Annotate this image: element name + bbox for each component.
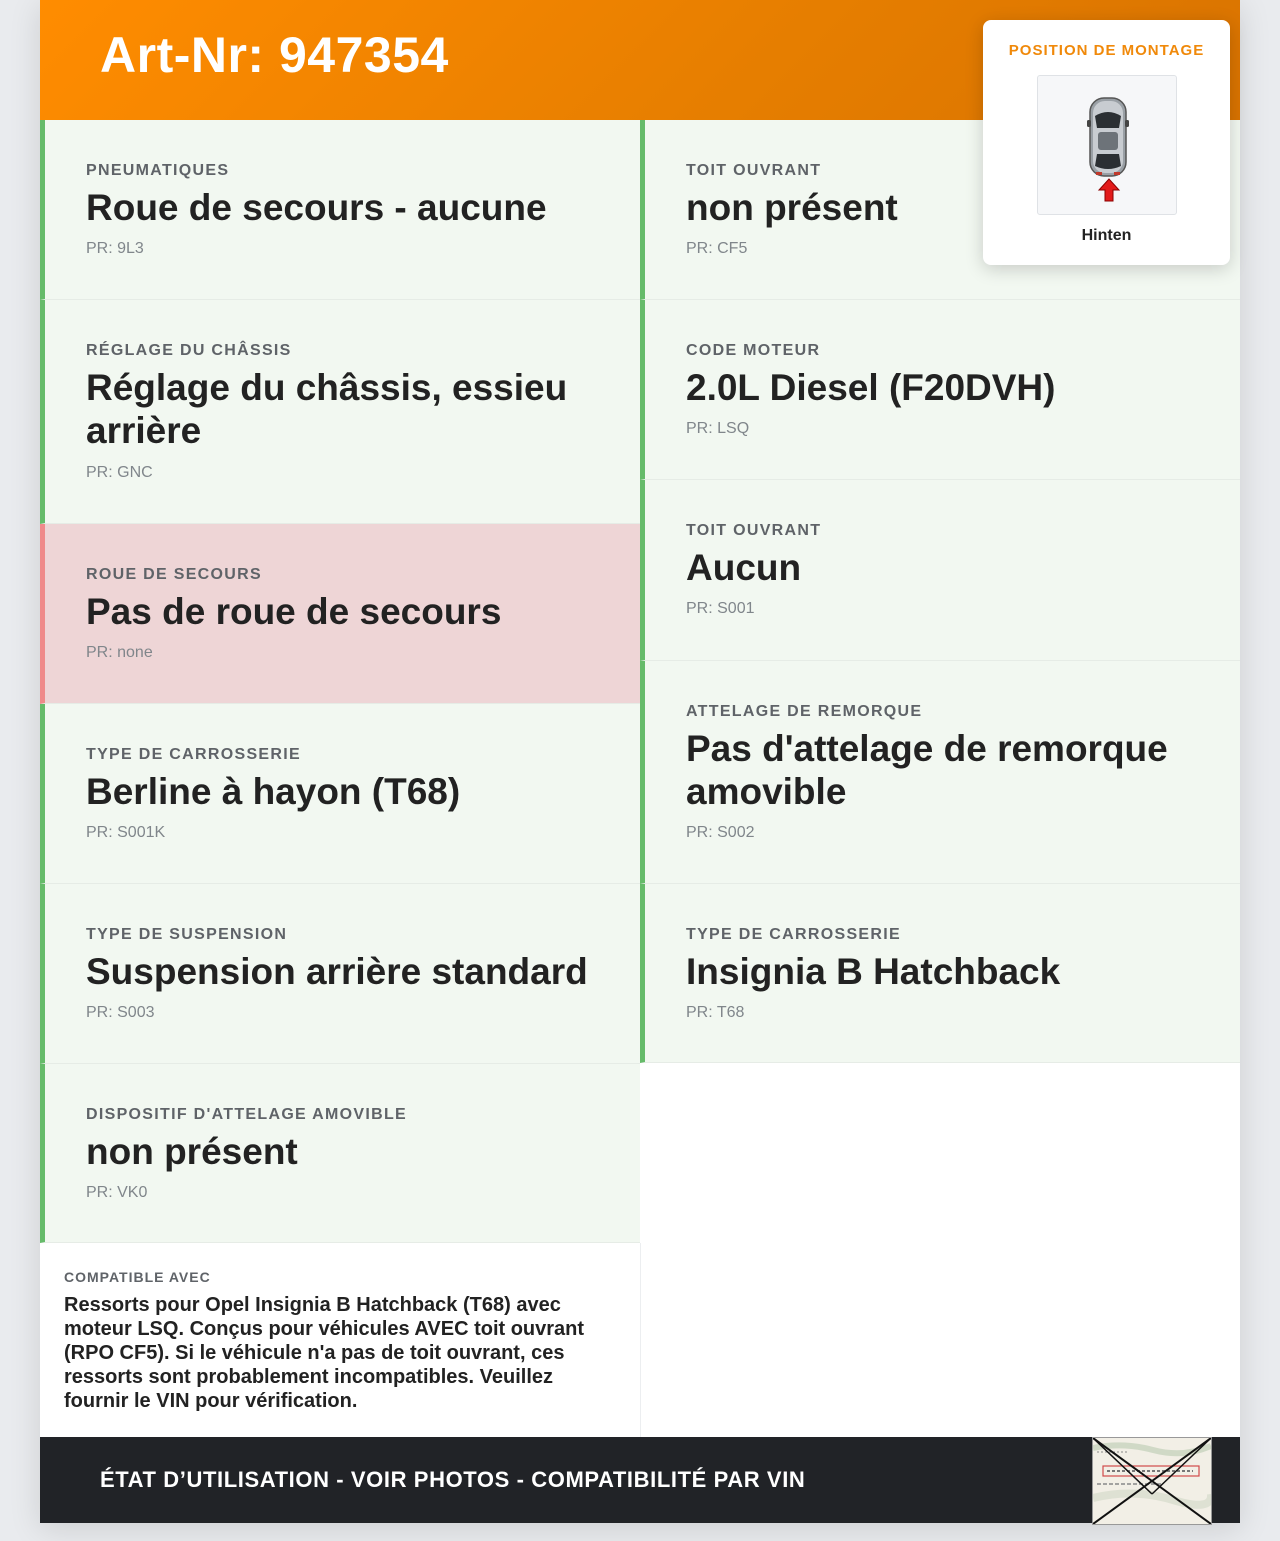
spec-card <box>40 120 640 300</box>
red-arrow-up-icon <box>1099 179 1119 201</box>
footer-text: ÉTAT D’UTILISATION - VOIR PHOTOS - COMPATIBILITÉ PAR VIN <box>100 1467 806 1492</box>
spec-label: ROUE DE SECOURS <box>86 566 262 583</box>
spec-label: TYPE DE CARROSSERIE <box>686 926 901 943</box>
spec-pr-code: PR: none <box>86 644 153 661</box>
spec-pr-code: PR: LSQ <box>686 420 750 437</box>
spec-value: Roue de secours - aucune <box>86 187 547 228</box>
spec-label: DISPOSITIF D'ATTELAGE AMOVIBLE <box>86 1106 408 1123</box>
spec-card-warning <box>40 524 640 704</box>
spec-pr-code: PR: T68 <box>686 1004 745 1021</box>
mount-position-card <box>983 20 1230 265</box>
spec-value: non présent <box>686 187 898 228</box>
spec-pr-code: PR: S002 <box>686 824 755 841</box>
spec-card <box>640 661 1240 884</box>
car-top-view-icon <box>1087 98 1129 176</box>
spec-card <box>40 884 640 1064</box>
compatibility-section <box>40 1243 641 1437</box>
spec-value: Suspension arrière standard <box>86 951 588 992</box>
spec-pr-code: PR: S001 <box>686 600 755 617</box>
article-number-title: Art-Nr: 947354 <box>100 27 449 83</box>
compatibility-text: Ressorts pour Opel Insignia B Hatchback (T68) avec moteur LSQ. Conçus pour véhicules AVEC toit ouvrant (RPO CF5). Si le véhicule n'a pas de toit ouvrant, ces ressorts sont probablement incompatibles. Veuillez fournir le VIN pour vérification. <box>64 1294 585 1412</box>
spec-value: Berline à hayon (T68) <box>86 771 461 812</box>
spec-value: Réglage du châssis, essieu arrière <box>86 367 568 451</box>
spec-label: TYPE DE SUSPENSION <box>86 926 288 943</box>
compatibility-label: COMPATIBLE AVEC <box>64 1269 211 1285</box>
spec-card <box>40 704 640 884</box>
spec-pr-code: PR: GNC <box>86 464 153 481</box>
spec-card <box>640 300 1240 480</box>
spec-pr-code: PR: S001K <box>86 824 166 841</box>
spec-label: PNEUMATIQUES <box>86 162 230 179</box>
spec-pr-code: PR: S003 <box>86 1004 155 1021</box>
spec-value: 2.0L Diesel (F20DVH) <box>686 367 1056 408</box>
spec-value: non présent <box>86 1131 298 1172</box>
spec-value: Insignia B Hatchback <box>686 951 1061 992</box>
registration-document-thumbnail[interactable] <box>1092 1437 1212 1525</box>
footer-bar <box>40 1437 1240 1523</box>
spec-pr-code: PR: 9L3 <box>86 240 144 257</box>
spec-label: RÉGLAGE DU CHÂSSIS <box>86 342 292 359</box>
spec-card <box>640 884 1240 1063</box>
mount-position-caption: Hinten <box>1081 227 1132 244</box>
spec-label: ATTELAGE DE REMORQUE <box>686 703 923 720</box>
spec-card <box>40 300 640 524</box>
spec-value: Aucun <box>686 547 802 588</box>
spec-label: CODE MOTEUR <box>686 342 821 359</box>
spec-card <box>40 1064 640 1243</box>
spec-value: Pas d'attelage de remorque amovible <box>686 728 1168 812</box>
spec-card <box>640 480 1240 661</box>
spec-label: TOIT OUVRANT <box>686 522 822 539</box>
spec-label: TOIT OUVRANT <box>686 162 822 179</box>
page <box>40 0 1240 1523</box>
spec-pr-code: PR: CF5 <box>686 240 748 257</box>
spec-pr-code: PR: VK0 <box>86 1184 148 1201</box>
mount-position-title: POSITION DE MONTAGE <box>1008 42 1205 59</box>
spec-value: Pas de roue de secours <box>86 591 502 632</box>
spec-label: TYPE DE CARROSSERIE <box>86 746 301 763</box>
mount-position-image <box>1037 75 1177 215</box>
